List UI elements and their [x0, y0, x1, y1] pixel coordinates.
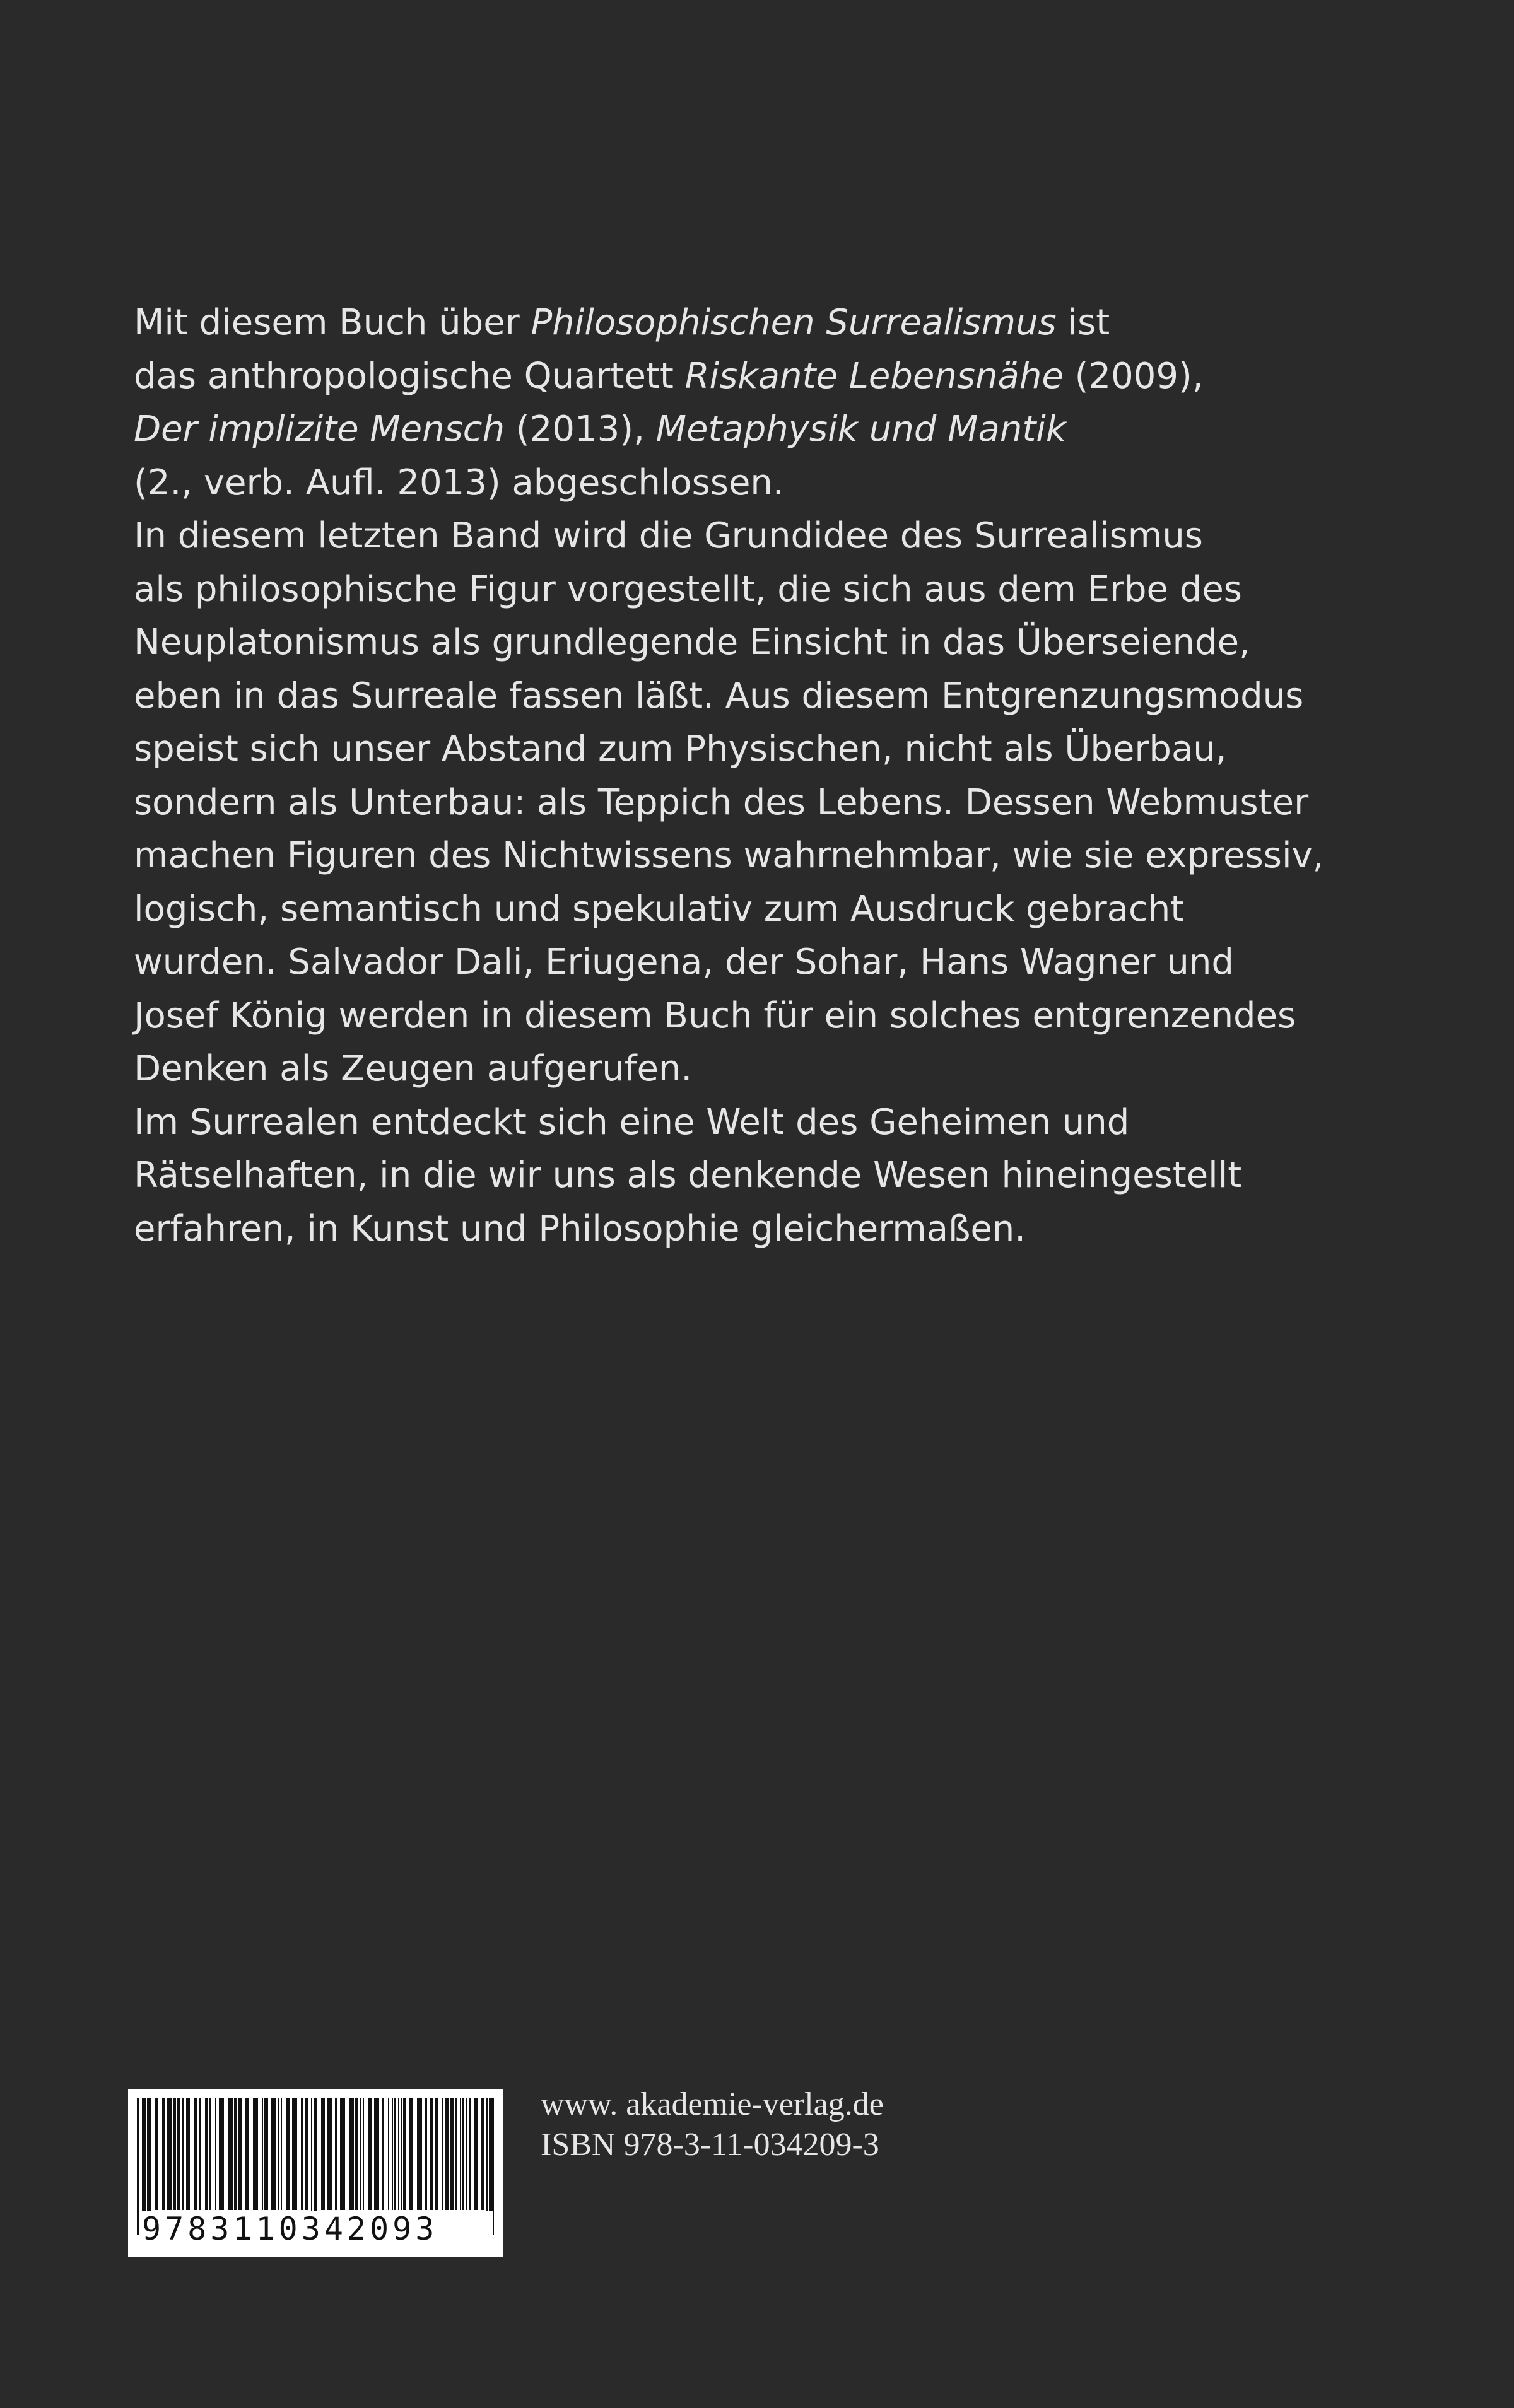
barcode-bar: [215, 2098, 216, 2210]
blurb-line: [134, 350, 1294, 404]
blurb-line: Denken als Zeugen aufgerufen.: [134, 1048, 693, 1089]
blurb-paragraph-2: [134, 510, 1324, 1096]
barcode-bar: [460, 2098, 461, 2210]
barcode-bar: [382, 2098, 384, 2210]
blurb-title-italic: Riskante Lebensnähe: [684, 355, 1064, 397]
blurb-line: Im Surrealen entdeckt sich eine Welt des Geheimen und: [134, 1101, 1130, 1143]
barcode-bar: [401, 2098, 402, 2210]
barcode-bar: [194, 2098, 197, 2210]
barcode-bar: [199, 2098, 201, 2210]
isbn-number: ISBN 978-3-11-034209-3: [541, 2127, 879, 2163]
barcode-bar: [173, 2098, 176, 2210]
barcode-bar: [462, 2098, 464, 2210]
barcode-bar: [162, 2098, 165, 2210]
barcode-bar: [177, 2098, 180, 2210]
barcode-bar: [327, 2098, 332, 2210]
blurb-title-italic: Metaphysik und Mantik: [655, 409, 1067, 450]
barcode-bar: [245, 2098, 249, 2210]
blurb-line: Neuplatonismus als grundlegende Einsicht in das Überseiende,: [134, 622, 1250, 663]
barcode-bar: [253, 2098, 258, 2210]
blurb-text: (2013),: [505, 409, 656, 450]
barcode-bar: [292, 2098, 297, 2210]
barcode-bar: [360, 2098, 361, 2210]
barcode-bar: [182, 2098, 184, 2210]
blurb-line: wurden. Salvador Dali, Eriugena, der Sohar, Hans Wagner und: [134, 942, 1234, 983]
blurb-line: Rätselhaften, in die wir uns als denkende Wesen hineingestellt: [134, 1155, 1242, 1196]
barcode-bar: [398, 2098, 399, 2210]
barcode-bar: [281, 2098, 282, 2210]
blurb-title-italic: Philosophischen Surrealismus: [531, 302, 1057, 343]
barcode-bar: [167, 2098, 172, 2210]
barcode-bar: [466, 2098, 467, 2210]
blurb-line: In diesem letzten Band wird die Grundidee des Surrealismus: [134, 515, 1203, 556]
blurb-line: [134, 403, 1294, 457]
blurb-line: Josef König werden in diesem Buch für ein solches entgrenzendes: [134, 995, 1296, 1036]
barcode-bar: [238, 2098, 242, 2210]
blurb-line: speist sich unser Abstand zum Physischen, nicht als Überbau,: [134, 728, 1227, 769]
blurb-title-italic: Der implizite Mensch: [134, 409, 505, 450]
barcode-bar: [209, 2098, 211, 2210]
blurb-line: sondern als Unterbau: als Teppich des Lebens. Dessen Webmuster: [134, 781, 1309, 823]
publisher-website: www. akademie-verlag.de: [541, 2086, 884, 2122]
barcode-bar: [219, 2098, 224, 2210]
blurb-text: das anthropologische Quartett: [134, 355, 685, 397]
barcode-bar: [305, 2098, 308, 2210]
barcode-bar: [403, 2098, 406, 2210]
barcode-bar: [368, 2098, 372, 2210]
blurb-line: erfahren, in Kunst und Philosophie gleichermaßen.: [134, 1208, 1026, 1249]
barcode-bar: [205, 2098, 208, 2210]
barcode-bar: [301, 2098, 303, 2210]
barcode-bar: [430, 2098, 433, 2210]
barcode-bar: [435, 2098, 438, 2210]
barcode-bar: [264, 2098, 268, 2210]
blurb-text: Mit diesem Buch über: [134, 302, 531, 343]
barcode-bar: [409, 2098, 413, 2210]
blurb-line: machen Figuren des Nichtwissens wahrnehmbar, wie sie expressiv,: [134, 835, 1324, 876]
barcode-bar: [278, 2098, 279, 2210]
barcode-bar: [392, 2098, 393, 2210]
blurb-text: (2009),: [1063, 355, 1204, 397]
barcode-bar: [186, 2098, 190, 2210]
barcode-bar: [425, 2098, 427, 2210]
blurb-line: als philosophische Figur vorgestellt, die sich aus dem Erbe des: [134, 568, 1242, 610]
barcode-bar: [271, 2098, 276, 2210]
barcode-bar: [455, 2098, 457, 2210]
barcode-bar: [363, 2098, 364, 2210]
blurb-line: logisch, semantisch und spekulativ zum Ausdruck gebracht: [134, 888, 1185, 930]
barcode-bar: [445, 2098, 449, 2210]
barcode-bar: [388, 2098, 389, 2210]
isbn-barcode: [128, 2089, 503, 2257]
blurb-text: ist: [1056, 302, 1110, 343]
barcode-bar: [442, 2098, 443, 2210]
barcode-bar: [349, 2098, 354, 2210]
barcode-bar: [262, 2098, 263, 2210]
barcode-bar: [474, 2098, 478, 2210]
barcode-bar: [469, 2098, 471, 2210]
barcode-bar: [228, 2098, 233, 2210]
publisher-info: [541, 2084, 884, 2165]
barcode-bar: [481, 2098, 484, 2210]
back-cover-blurb: [134, 296, 1324, 1256]
blurb-paragraph-1: [134, 296, 1294, 510]
barcode-bar: [234, 2098, 237, 2210]
blurb-paragraph-3: [134, 1096, 1294, 1256]
barcode-bar: [450, 2098, 454, 2210]
barcode-bar: [374, 2098, 379, 2210]
barcode-digits: 9783110342093: [142, 2211, 493, 2247]
barcode-bar: [137, 2098, 139, 2235]
barcode-bar: [355, 2098, 358, 2210]
barcode-bar: [340, 2098, 345, 2210]
blurb-line: [134, 296, 1294, 350]
blurb-line: eben in das Surreale fassen läßt. Aus diesem Entgrenzungsmodus: [134, 675, 1304, 716]
barcode-bar: [394, 2098, 396, 2210]
barcode-bar: [286, 2098, 290, 2210]
barcode-bar: [417, 2098, 422, 2210]
barcode-bar: [335, 2098, 337, 2210]
barcode-bar: [155, 2098, 158, 2210]
barcode-bar: [321, 2098, 325, 2210]
blurb-line: (2., verb. Aufl. 2013) abgeschlossen.: [134, 462, 784, 503]
